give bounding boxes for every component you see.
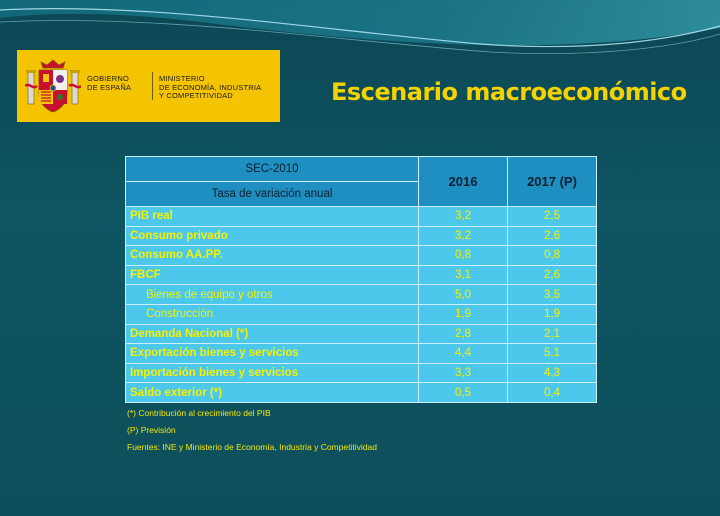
row-label: Bienes de equipo y otros — [126, 285, 419, 305]
footnote-prevision: (P) Previsión — [127, 425, 176, 435]
row-label: PIB real — [126, 207, 419, 227]
value-2017: 0,4 — [508, 383, 597, 403]
value-2016: 3,2 — [419, 226, 508, 246]
ministerio-line-2: DE ECONOMÍA, INDUSTRIA — [159, 82, 262, 92]
gobierno-text — [87, 75, 131, 92]
table-body — [126, 207, 597, 403]
row-label: Demanda Nacional (*) — [126, 324, 419, 344]
table-row — [126, 207, 597, 227]
header-2017: 2017 (P) — [508, 157, 597, 207]
value-2016: 0,8 — [419, 246, 508, 266]
value-2017: 0,8 — [508, 246, 597, 266]
table-row — [126, 265, 597, 285]
gobierno-line-2: DE ESPAÑA — [87, 82, 132, 92]
table-row — [126, 324, 597, 344]
table-row — [126, 344, 597, 364]
row-label: FBCF — [126, 265, 419, 285]
value-2017: 2,6 — [508, 226, 597, 246]
table-row — [126, 246, 597, 266]
ministerio-line-1: MINISTERIO — [159, 74, 205, 83]
row-label: Consumo privado — [126, 226, 419, 246]
value-2016: 3,3 — [419, 363, 508, 383]
page-title: Escenario macroeconómico — [331, 78, 687, 106]
row-label: Saldo exterior (*) — [126, 383, 419, 403]
table-row — [126, 383, 597, 403]
logo-divider — [152, 72, 153, 100]
value-2017: 4,3 — [508, 363, 597, 383]
value-2016: 3,1 — [419, 265, 508, 285]
value-2017: 3,5 — [508, 285, 597, 305]
value-2017: 2,6 — [508, 265, 597, 285]
value-2017: 2,5 — [508, 207, 597, 227]
value-2017: 1,9 — [508, 304, 597, 324]
footnote-contribucion: (*) Contribución al crecimiento del PIB — [127, 408, 271, 418]
table-row — [126, 226, 597, 246]
government-logo — [17, 50, 280, 122]
value-2016: 0,5 — [419, 383, 508, 403]
gobierno-line-1: GOBIERNO — [87, 74, 130, 83]
coat-of-arms-icon — [25, 58, 81, 116]
value-2016: 4,4 — [419, 344, 508, 364]
row-label: Importación bienes y servicios — [126, 363, 419, 383]
header-sec2010: SEC-2010 — [126, 157, 419, 182]
ministerio-line-3: Y COMPETITIVIDAD — [159, 91, 233, 100]
footnote-fuentes: Fuentes: INE y Ministerio de Economía, Industria y Competitividad — [127, 442, 377, 452]
value-2016: 1,9 — [419, 304, 508, 324]
table-row — [126, 285, 597, 305]
table-row — [126, 363, 597, 383]
value-2016: 5,0 — [419, 285, 508, 305]
ministerio-text — [159, 75, 261, 101]
header-2016: 2016 — [419, 157, 508, 207]
value-2016: 2,8 — [419, 324, 508, 344]
value-2017: 2,1 — [508, 324, 597, 344]
value-2017: 5,1 — [508, 344, 597, 364]
macro-table — [125, 156, 597, 403]
table-row — [126, 304, 597, 324]
value-2016: 3,2 — [419, 207, 508, 227]
row-label: Consumo AA.PP. — [126, 246, 419, 266]
row-label: Construcción — [126, 304, 419, 324]
header-tasa: Tasa de variación anual — [126, 182, 419, 207]
footnotes — [127, 405, 377, 456]
row-label: Exportación bienes y servicios — [126, 344, 419, 364]
